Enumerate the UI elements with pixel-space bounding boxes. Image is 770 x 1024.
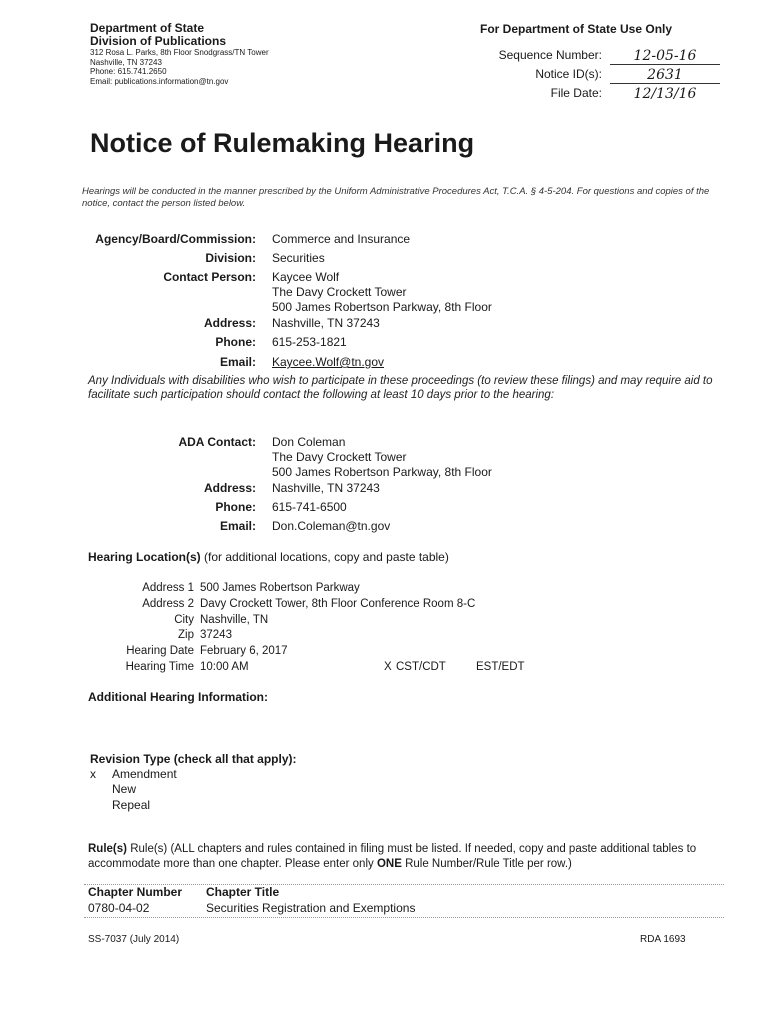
ada-contact-label: ADA Contact: bbox=[178, 435, 256, 449]
table-row bbox=[84, 901, 724, 917]
notice-label: Notice ID(s): bbox=[535, 67, 602, 81]
revision-new: New bbox=[112, 782, 137, 796]
ada-contact-value: Don Coleman bbox=[272, 435, 346, 449]
department-name: Department of State bbox=[90, 21, 205, 35]
notice-value: 2631 bbox=[610, 67, 720, 84]
revision-amendment: Amendment bbox=[112, 767, 177, 781]
zip-value: 37243 bbox=[200, 629, 232, 641]
rda-number: RDA 1693 bbox=[640, 934, 686, 945]
rules-note bbox=[88, 842, 728, 872]
address1-label: Address 1 bbox=[142, 582, 194, 594]
contact-address-line3: Nashville, TN 37243 bbox=[272, 316, 380, 330]
amendment-checkmark[interactable]: x bbox=[90, 767, 96, 781]
state-use-title: For Department of State Use Only bbox=[480, 22, 673, 36]
chapter-title-header: Chapter Title bbox=[206, 885, 280, 899]
rules-note-text: Rule(s) (ALL chapters and rules contained in filing must be listed. If needed, copy and paste additional tables to accommodate more than one chapter. Please enter only bbox=[88, 843, 697, 870]
rules-note-lead: Rule(s) bbox=[88, 843, 127, 855]
hearing-date-value: February 6, 2017 bbox=[200, 645, 288, 657]
department-phone: Phone: 615.741.2650 bbox=[90, 67, 167, 76]
city-label: City bbox=[174, 614, 194, 626]
zip-label: Zip bbox=[178, 629, 194, 641]
department-block bbox=[90, 22, 390, 86]
sequence-value: 12-05-16 bbox=[610, 48, 720, 65]
chapter-title: Securities Registration and Exemptions bbox=[206, 901, 416, 915]
cst-checkmark[interactable]: X bbox=[384, 661, 392, 673]
hearing-location-heading: Hearing Location(s) (for additional locations, copy and paste table) bbox=[88, 550, 449, 564]
chapter-number: 0780-04-02 bbox=[88, 901, 150, 915]
ada-note: Any Individuals with disabilities who wish to participate in these proceedings (to review these filings) and may require aid to facilitate such participation should contact the following at least 10 days prior to the hearing: bbox=[88, 375, 713, 401]
file-date-value: 12/13/16 bbox=[633, 86, 697, 102]
address2-label: Address 2 bbox=[142, 598, 194, 610]
contact-email-link[interactable]: Kaycee.Wolf@tn.gov bbox=[272, 355, 385, 369]
contact-value: Kaycee Wolf bbox=[272, 270, 340, 284]
division-value: Securities bbox=[272, 251, 325, 265]
form-number: SS-7037 (July 2014) bbox=[88, 934, 180, 945]
hearing-location-note: (for additional locations, copy and paste table) bbox=[204, 550, 449, 564]
ada-email-label: Email: bbox=[219, 519, 256, 533]
hearing-date-label: Hearing Date bbox=[126, 645, 194, 657]
sequence-label: Sequence Number: bbox=[498, 48, 602, 62]
department-city: Nashville, TN 37243 bbox=[90, 57, 162, 67]
address1-value: 500 James Robertson Parkway bbox=[200, 582, 360, 594]
agency-value: Commerce and Insurance bbox=[272, 232, 411, 246]
ada-address-line3: Nashville, TN 37243 bbox=[272, 481, 380, 495]
contact-label: Contact Person: bbox=[163, 270, 256, 284]
division-label: Division: bbox=[205, 251, 256, 265]
hearing-time-value: 10:00 AM bbox=[200, 661, 249, 673]
est-label: EST/EDT bbox=[476, 661, 525, 673]
hearing-time-label: Hearing Time bbox=[125, 661, 194, 673]
contact-phone-label: Phone: bbox=[215, 335, 256, 349]
page-title: Notice of Rulemaking Hearing bbox=[90, 128, 475, 158]
intro-text: Hearings will be conducted in the manner prescribed by the Uniform Administrative Procedures Act, T.C.A. § 4-5-204. For questions and copies of the notice, contact the person listed below. bbox=[82, 186, 710, 209]
file-date-label: File Date: bbox=[550, 86, 602, 100]
ada-address-label: Address: bbox=[203, 481, 256, 495]
agency-label: Agency/Board/Commission: bbox=[95, 232, 256, 246]
rules-note-tail: Rule Number/Rule Title per row.) bbox=[401, 858, 572, 870]
contact-phone-value: 615-253-1821 bbox=[272, 335, 347, 349]
address2-value: Davy Crockett Tower, 8th Floor Conference Room 8-C bbox=[200, 598, 476, 610]
city-value: Nashville, TN bbox=[200, 614, 269, 626]
state-use-block bbox=[480, 22, 730, 102]
department-email: Email: publications.information@tn.gov bbox=[90, 76, 229, 86]
revision-heading: Revision Type (check all that apply): bbox=[90, 752, 297, 766]
chapter-table bbox=[84, 884, 724, 918]
rules-note-bold: ONE bbox=[376, 858, 402, 870]
ada-email-value: Don.Coleman@tn.gov bbox=[272, 519, 391, 533]
ada-phone-label: Phone: bbox=[215, 500, 256, 514]
contact-email-label: Email: bbox=[219, 355, 256, 369]
additional-info-heading: Additional Hearing Information: bbox=[88, 690, 268, 704]
department-address: 312 Rosa L. Parks, 8th Floor Snodgrass/TN Tower bbox=[90, 48, 269, 57]
chapter-number-header: Chapter Number bbox=[88, 885, 183, 899]
revision-block bbox=[90, 752, 297, 812]
table-header-row bbox=[84, 885, 724, 901]
contact-address-label: Address: bbox=[203, 316, 256, 330]
cst-label: CST/CDT bbox=[396, 661, 446, 673]
revision-repeal: Repeal bbox=[112, 798, 151, 812]
ada-phone-value: 615-741-6500 bbox=[272, 500, 347, 514]
division-name: Division of Publications bbox=[90, 34, 227, 48]
